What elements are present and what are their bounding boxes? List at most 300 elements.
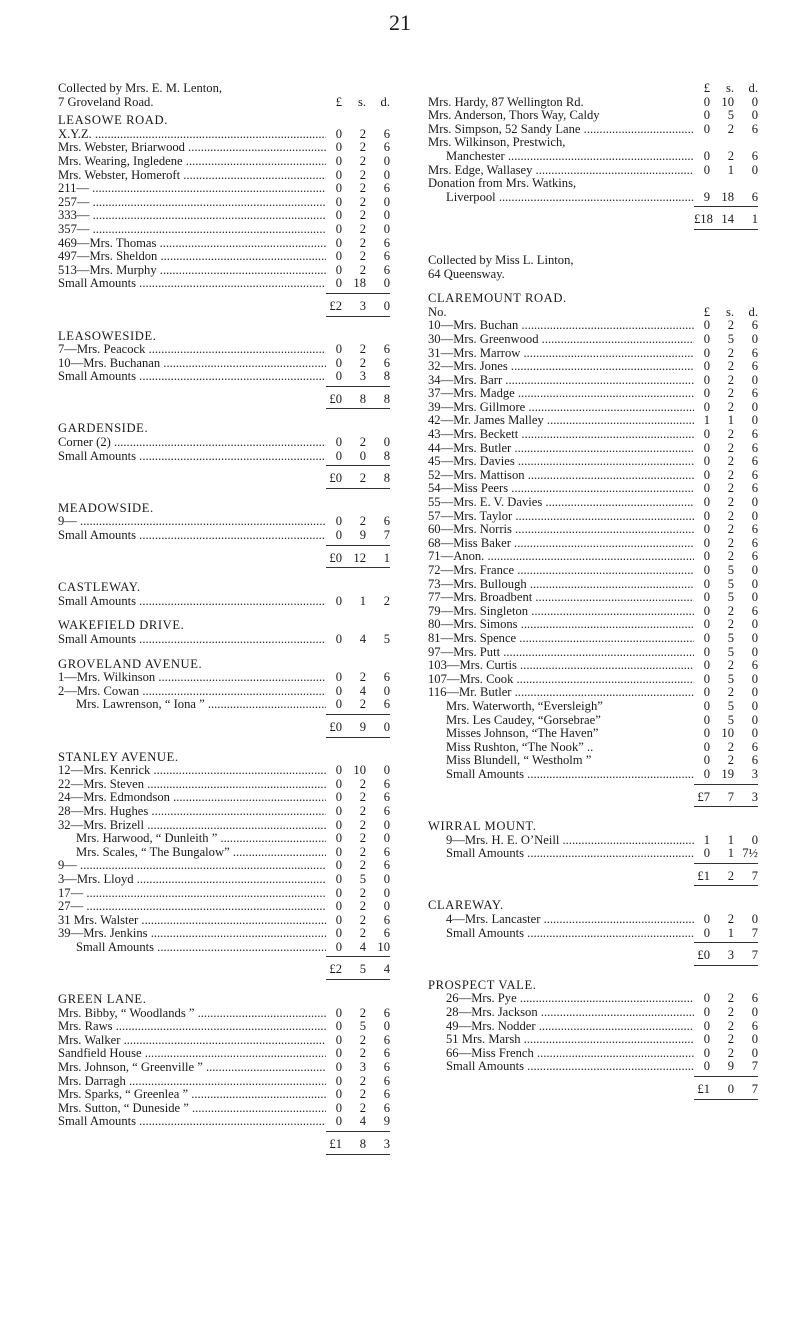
entry-row [58, 169, 390, 183]
amount-pounds: 0 [703, 739, 710, 754]
entry-row-label: 79—Mrs. Singleton ..... [428, 605, 694, 619]
total-amount [694, 791, 758, 805]
entry-row-label: 28—Mrs. Jackson ..... [428, 1006, 694, 1020]
entry-row [428, 401, 758, 415]
total-pounds: £0 [329, 391, 342, 406]
amount-pence: 6 [383, 342, 390, 357]
amount-pounds: 0 [335, 514, 342, 529]
entry-row-label: 72—Mrs. France ..... [428, 564, 694, 578]
amount-pounds: 0 [335, 844, 342, 859]
entry-row [428, 768, 758, 782]
entry-row-label: 32—Mrs. Brizell ..... [58, 819, 326, 833]
entry-row-amount [326, 209, 390, 223]
amount-pounds: 0 [335, 140, 342, 155]
left-column [58, 82, 390, 1157]
section-heading: LEASOWESIDE. [58, 328, 157, 343]
entry-row [428, 992, 758, 1006]
amount-pence: 6 [751, 189, 758, 204]
amount-shillings: 2 [727, 427, 734, 442]
amount-shillings: 2 [359, 194, 366, 209]
amount-shillings: 10 [721, 726, 734, 741]
rule-line [694, 965, 758, 968]
total-pence: 0 [383, 298, 390, 313]
amount-pounds: 0 [335, 670, 342, 685]
entry-row-amount [694, 673, 758, 687]
amount-pence: 0 [383, 276, 390, 291]
page-number: 21 [389, 10, 411, 35]
section-total [58, 721, 390, 735]
amount-pence: 6 [383, 670, 390, 685]
amount-pence: 6 [383, 926, 390, 941]
amount-pence: 0 [383, 194, 390, 209]
entry-row-label: 333— ..... [58, 209, 326, 223]
amount-pounds: 0 [703, 563, 710, 577]
rule-line [326, 488, 390, 491]
amount-pounds: 0 [335, 262, 342, 277]
amount-pence: 7 [751, 1059, 758, 1074]
entry-row [58, 264, 390, 278]
rule-line [694, 784, 758, 787]
entry-row [428, 1033, 758, 1047]
entry-row-label: Mrs. Harwood, “ Dunleith ” ..... [58, 832, 326, 846]
amount-pence: 0 [751, 644, 758, 659]
amount-pounds: 0 [335, 235, 342, 250]
entry-row [428, 927, 758, 941]
amount-pounds: 0 [335, 1060, 342, 1075]
amount-shillings: 2 [359, 221, 366, 236]
amount-shillings: 2 [359, 912, 366, 927]
entry-row [58, 1007, 390, 1021]
amount-pence: 0 [751, 413, 758, 428]
amount-pence: 0 [383, 683, 390, 698]
amount-pence: 6 [751, 386, 758, 401]
amount-shillings: 2 [359, 1046, 366, 1061]
entry-row-amount [326, 529, 390, 543]
amount-shillings: 10 [721, 94, 734, 109]
entry-row-amount [694, 714, 758, 728]
entry-row [428, 646, 758, 660]
amount-pounds: 0 [703, 467, 710, 482]
amount-pence: 6 [751, 739, 758, 754]
amount-pence: 6 [383, 249, 390, 264]
amount-pence: 6 [383, 126, 390, 141]
amount-pence: 6 [751, 148, 758, 163]
total-pence: 8 [383, 391, 390, 406]
amount-shillings: 2 [727, 1032, 734, 1047]
total-pounds: £2 [329, 298, 342, 313]
amount-shillings: 2 [727, 386, 734, 401]
pence-header: d. [380, 94, 390, 109]
entry-row-amount [694, 109, 758, 123]
entry-row [428, 482, 758, 496]
total-amount [326, 721, 390, 735]
amount-pence: 6 [383, 844, 390, 859]
entry-row [428, 347, 758, 361]
section-heading: CLAREMOUNT ROAD. [428, 291, 567, 306]
subtotal-rule [58, 384, 390, 389]
amount-pence: 6 [751, 440, 758, 455]
entry-row [428, 455, 758, 469]
amount-shillings: 2 [359, 249, 366, 264]
entry-row [428, 686, 758, 700]
entry-row [58, 859, 390, 873]
amount-pounds: 0 [703, 386, 710, 401]
subtotal-rule [58, 1129, 390, 1134]
total-shillings: 8 [359, 1137, 366, 1151]
entry-row [428, 414, 758, 428]
amount-shillings: 0 [359, 448, 366, 463]
amount-pounds: 0 [703, 1032, 710, 1047]
subtotal-rule [58, 954, 390, 959]
entry-row [428, 136, 758, 150]
entry-row [428, 550, 758, 564]
shilling-header: s. [725, 81, 734, 95]
entry-row-label: Small Amounts ..... [58, 450, 326, 464]
entry-row [428, 191, 758, 205]
pence-header: d. [748, 81, 758, 95]
amount-shillings: 5 [727, 671, 734, 686]
amount-pounds: 0 [335, 435, 342, 450]
rule-line [326, 737, 390, 740]
amount-shillings: 4 [359, 939, 366, 954]
total-shillings: 5 [359, 962, 366, 977]
entry-row-label: 9—Mrs. H. E. O’Neill ..... [428, 834, 694, 848]
entry-row-amount [694, 123, 758, 137]
amount-pounds: 0 [703, 1005, 710, 1020]
entry-row-amount [694, 913, 758, 927]
amount-shillings: 2 [359, 803, 366, 818]
entry-row-amount [694, 1060, 758, 1074]
entry-row [428, 618, 758, 632]
amount-pounds: 0 [703, 549, 710, 564]
entry-row [58, 128, 390, 142]
entry-row [428, 428, 758, 442]
section-heading: LEASOWE ROAD. [58, 113, 168, 128]
entry-row-amount [326, 141, 390, 155]
entry-row-amount [326, 671, 390, 685]
entry-row-label: Mrs. Bibby, “ Woodlands ” ..... [58, 1007, 326, 1021]
amount-shillings: 9 [727, 1059, 734, 1074]
section-total [58, 300, 390, 314]
amount-pounds: 0 [703, 912, 710, 927]
amount-shillings: 2 [727, 603, 734, 618]
amount-shillings: 2 [359, 817, 366, 832]
amount-pence: 6 [383, 355, 390, 370]
amount-pounds: 0 [335, 167, 342, 182]
total-pounds: £0 [697, 948, 710, 963]
entry-row-label: 51 Mrs. Marsh ..... [428, 1033, 694, 1047]
amount-pounds: 0 [703, 359, 710, 374]
amount-pence: 6 [383, 1060, 390, 1075]
amount-pence: 6 [383, 858, 390, 873]
amount-pounds: 0 [335, 1100, 342, 1115]
total-shillings: 3 [359, 298, 366, 313]
amount-pence: 0 [751, 1045, 758, 1060]
amount-pounds: 0 [703, 644, 710, 659]
rule-line [326, 1154, 390, 1157]
section-heading: MEADOWSIDE. [58, 500, 154, 515]
amount-pounds: 0 [335, 181, 342, 196]
entry-row-amount [326, 887, 390, 901]
entry-row-label: 1—Mrs. Wilkinson ..... [58, 671, 326, 685]
amount-pence: 0 [751, 630, 758, 645]
entry-row-label: 60—Mrs. Norris ..... [428, 523, 694, 537]
total-shillings: 9 [359, 719, 366, 734]
entry-row [428, 496, 758, 510]
amount-shillings: 2 [359, 355, 366, 370]
amount-shillings: 2 [359, 235, 366, 250]
amount-pounds: 0 [335, 790, 342, 805]
entry-row-label: 80—Mrs. Simons ..... [428, 618, 694, 632]
entry-row [428, 123, 758, 137]
spacer [58, 319, 390, 330]
entry-row-label: 7—Mrs. Peacock ..... [58, 343, 326, 357]
entry-row-label: Corner (2) ..... [58, 436, 326, 450]
amount-shillings: 2 [359, 167, 366, 182]
amount-pence: 6 [751, 467, 758, 482]
entry-row-amount [694, 442, 758, 456]
amount-shillings: 5 [359, 1019, 366, 1034]
entry-row-label: Small Amounts ..... [58, 595, 326, 609]
amount-shillings: 5 [727, 576, 734, 591]
entry-row [428, 605, 758, 619]
entry-row-label: 9— ..... [58, 515, 326, 529]
amount-pounds: 0 [703, 1059, 710, 1074]
entry-row [58, 1061, 390, 1075]
amount-pounds: 0 [703, 345, 710, 360]
amount-pounds: 0 [335, 249, 342, 264]
entry-row-amount [694, 347, 758, 361]
amount-shillings: 2 [359, 1100, 366, 1115]
amount-pounds: 0 [335, 763, 342, 778]
amount-pounds: 0 [335, 1087, 342, 1102]
amount-shillings: 5 [727, 331, 734, 346]
entry-row-amount [694, 727, 758, 741]
amount-shillings: 2 [359, 153, 366, 168]
entry-row [58, 832, 390, 846]
amount-pence: 6 [383, 1100, 390, 1115]
entry-row [58, 819, 390, 833]
amount-pence: 3 [751, 766, 758, 781]
entry-row [58, 436, 390, 450]
amount-shillings: 5 [727, 698, 734, 713]
entry-row [428, 673, 758, 687]
pound-header: £ [703, 81, 710, 95]
entry-row [428, 714, 758, 728]
entry-row [58, 914, 390, 928]
subtotal-rule [58, 291, 390, 296]
entry-row-label: 37—Mrs. Madge ..... [428, 387, 694, 401]
total-amount [326, 1138, 390, 1152]
total-shillings: 2 [727, 868, 734, 883]
entry-row-label: 45—Mrs. Davies ..... [428, 455, 694, 469]
amount-shillings: 2 [359, 140, 366, 155]
amount-pounds: 0 [703, 535, 710, 550]
entry-row-amount [326, 633, 390, 647]
entry-row-amount [694, 537, 758, 551]
amount-pounds: 0 [703, 630, 710, 645]
total-pence: 3 [383, 1137, 390, 1151]
section-total [428, 949, 758, 963]
amount-shillings: 2 [359, 1073, 366, 1088]
entry-row [58, 237, 390, 251]
entry-row-label: 71—Anon. ..... [428, 550, 694, 564]
amount-pence: 6 [751, 658, 758, 673]
entry-row-label: Small Amounts ..... [58, 277, 326, 291]
amount-shillings: 2 [359, 342, 366, 357]
entry-row-label: 27— ..... [58, 900, 326, 914]
amount-pence: 0 [383, 1019, 390, 1034]
entry-row-label: 10—Mrs. Buchanan ..... [58, 357, 326, 371]
entry-row-amount [326, 791, 390, 805]
entry-row-amount [694, 741, 758, 755]
entry-row-label: 211— ..... [58, 182, 326, 196]
entry-row-label: 116—Mr. Butler ..... [428, 686, 694, 700]
amount-pounds: 0 [703, 671, 710, 686]
entry-row [428, 659, 758, 673]
entry-row-label: 497—Mrs. Sheldon ..... [58, 250, 326, 264]
amount-pounds: 0 [703, 162, 710, 177]
entry-row [428, 578, 758, 592]
entry-row-amount [694, 374, 758, 388]
amount-pounds: 0 [703, 508, 710, 523]
entry-row-amount [694, 1006, 758, 1020]
right-column [428, 82, 758, 1102]
entry-row-amount [694, 754, 758, 768]
entry-row-label: Mrs. Simpson, 52 Sandy Lane ..... [428, 123, 694, 137]
section-total [428, 1083, 758, 1097]
amount-pence: 0 [751, 912, 758, 927]
amount-shillings: 2 [727, 508, 734, 523]
subtotal-rule [428, 1074, 758, 1079]
amount-pence: 6 [383, 1073, 390, 1088]
entry-row-amount [694, 360, 758, 374]
entry-row [58, 778, 390, 792]
entry-row-label: 31 Mrs. Walster ..... [58, 914, 326, 928]
entry-row-amount [326, 250, 390, 264]
rule-line [694, 885, 758, 888]
entry-row-amount [694, 1047, 758, 1061]
entry-row [428, 360, 758, 374]
amount-pounds: 0 [703, 603, 710, 618]
entry-row-amount [326, 223, 390, 237]
entry-row-amount [694, 150, 758, 164]
amount-pounds: 0 [335, 831, 342, 846]
amount-pence: 0 [383, 817, 390, 832]
currency-header [694, 82, 758, 96]
amount-pounds: 0 [703, 991, 710, 1006]
entry-row [58, 209, 390, 223]
amount-shillings: 2 [359, 262, 366, 277]
entry-row [58, 1075, 390, 1089]
shilling-header: s. [357, 94, 366, 109]
amount-pence: 2 [383, 593, 390, 608]
amount-pence: 6 [751, 1018, 758, 1033]
amount-pence: 7 [751, 925, 758, 940]
rule-line [694, 806, 758, 809]
amount-shillings: 2 [727, 121, 734, 136]
entry-row-amount [694, 605, 758, 619]
amount-shillings: 4 [359, 632, 366, 646]
entry-row-amount [326, 914, 390, 928]
amount-shillings: 2 [359, 697, 366, 712]
amount-pounds: 0 [703, 94, 710, 109]
entry-row-amount [694, 591, 758, 605]
entry-row [428, 591, 758, 605]
entry-row-amount [326, 859, 390, 873]
entry-row [58, 698, 390, 712]
amount-pounds: 0 [703, 454, 710, 469]
entry-row [428, 1060, 758, 1074]
entry-row-amount [694, 455, 758, 469]
entry-row [58, 223, 390, 237]
amount-pence: 0 [751, 108, 758, 123]
spacer [428, 232, 758, 243]
rule-line [326, 386, 390, 389]
total-pounds: £0 [329, 550, 342, 565]
amount-pence: 0 [383, 435, 390, 450]
amount-shillings: 2 [727, 1018, 734, 1033]
amount-shillings: 5 [727, 563, 734, 577]
amount-pounds: 0 [703, 1018, 710, 1033]
amount-pounds: 0 [335, 885, 342, 900]
amount-pence: 6 [751, 359, 758, 374]
total-amount [694, 213, 758, 227]
entry-row-label: Small Amounts ..... [58, 1115, 326, 1129]
amount-shillings: 2 [359, 790, 366, 805]
amount-pounds: 0 [335, 208, 342, 223]
entry-row-label: Mrs. Hardy, 87 Wellington Rd. [428, 95, 584, 109]
subtotal-rule [58, 463, 390, 468]
amount-pounds: 0 [703, 846, 710, 861]
amount-pounds: 0 [703, 427, 710, 442]
amount-pence: 6 [383, 235, 390, 250]
amount-pounds: 0 [335, 912, 342, 927]
entry-row [58, 450, 390, 464]
section-total [428, 870, 758, 884]
amount-pounds: 0 [335, 683, 342, 698]
total-pence: 0 [383, 719, 390, 734]
entry-row-label: Small Amounts ..... [428, 847, 694, 861]
amount-shillings: 2 [727, 658, 734, 673]
amount-pounds: 0 [335, 1073, 342, 1088]
subtotal-rule [428, 940, 758, 945]
entry-row [428, 96, 758, 110]
amount-shillings: 1 [727, 846, 734, 861]
total-amount [326, 472, 390, 486]
entry-row [428, 333, 758, 347]
entry-row [428, 754, 758, 768]
entry-row-amount [326, 1061, 390, 1075]
currency-header-row [428, 82, 758, 96]
amount-pounds: 0 [703, 399, 710, 414]
entry-row-amount [326, 1115, 390, 1129]
entry-row-amount [326, 1020, 390, 1034]
total-amount [326, 300, 390, 314]
collector-address: 7 Groveland Road. [58, 95, 154, 109]
spacer [58, 740, 390, 751]
amount-pence: 6 [383, 514, 390, 529]
rule-line [694, 206, 758, 209]
amount-shillings: 2 [727, 617, 734, 632]
amount-pence: 0 [751, 508, 758, 523]
entry-row-amount [326, 778, 390, 792]
amount-shillings: 1 [727, 925, 734, 940]
total-pounds: £18 [694, 212, 713, 227]
amount-shillings: 2 [359, 1087, 366, 1102]
entry-row-amount [326, 1047, 390, 1061]
entry-row-amount [694, 646, 758, 660]
